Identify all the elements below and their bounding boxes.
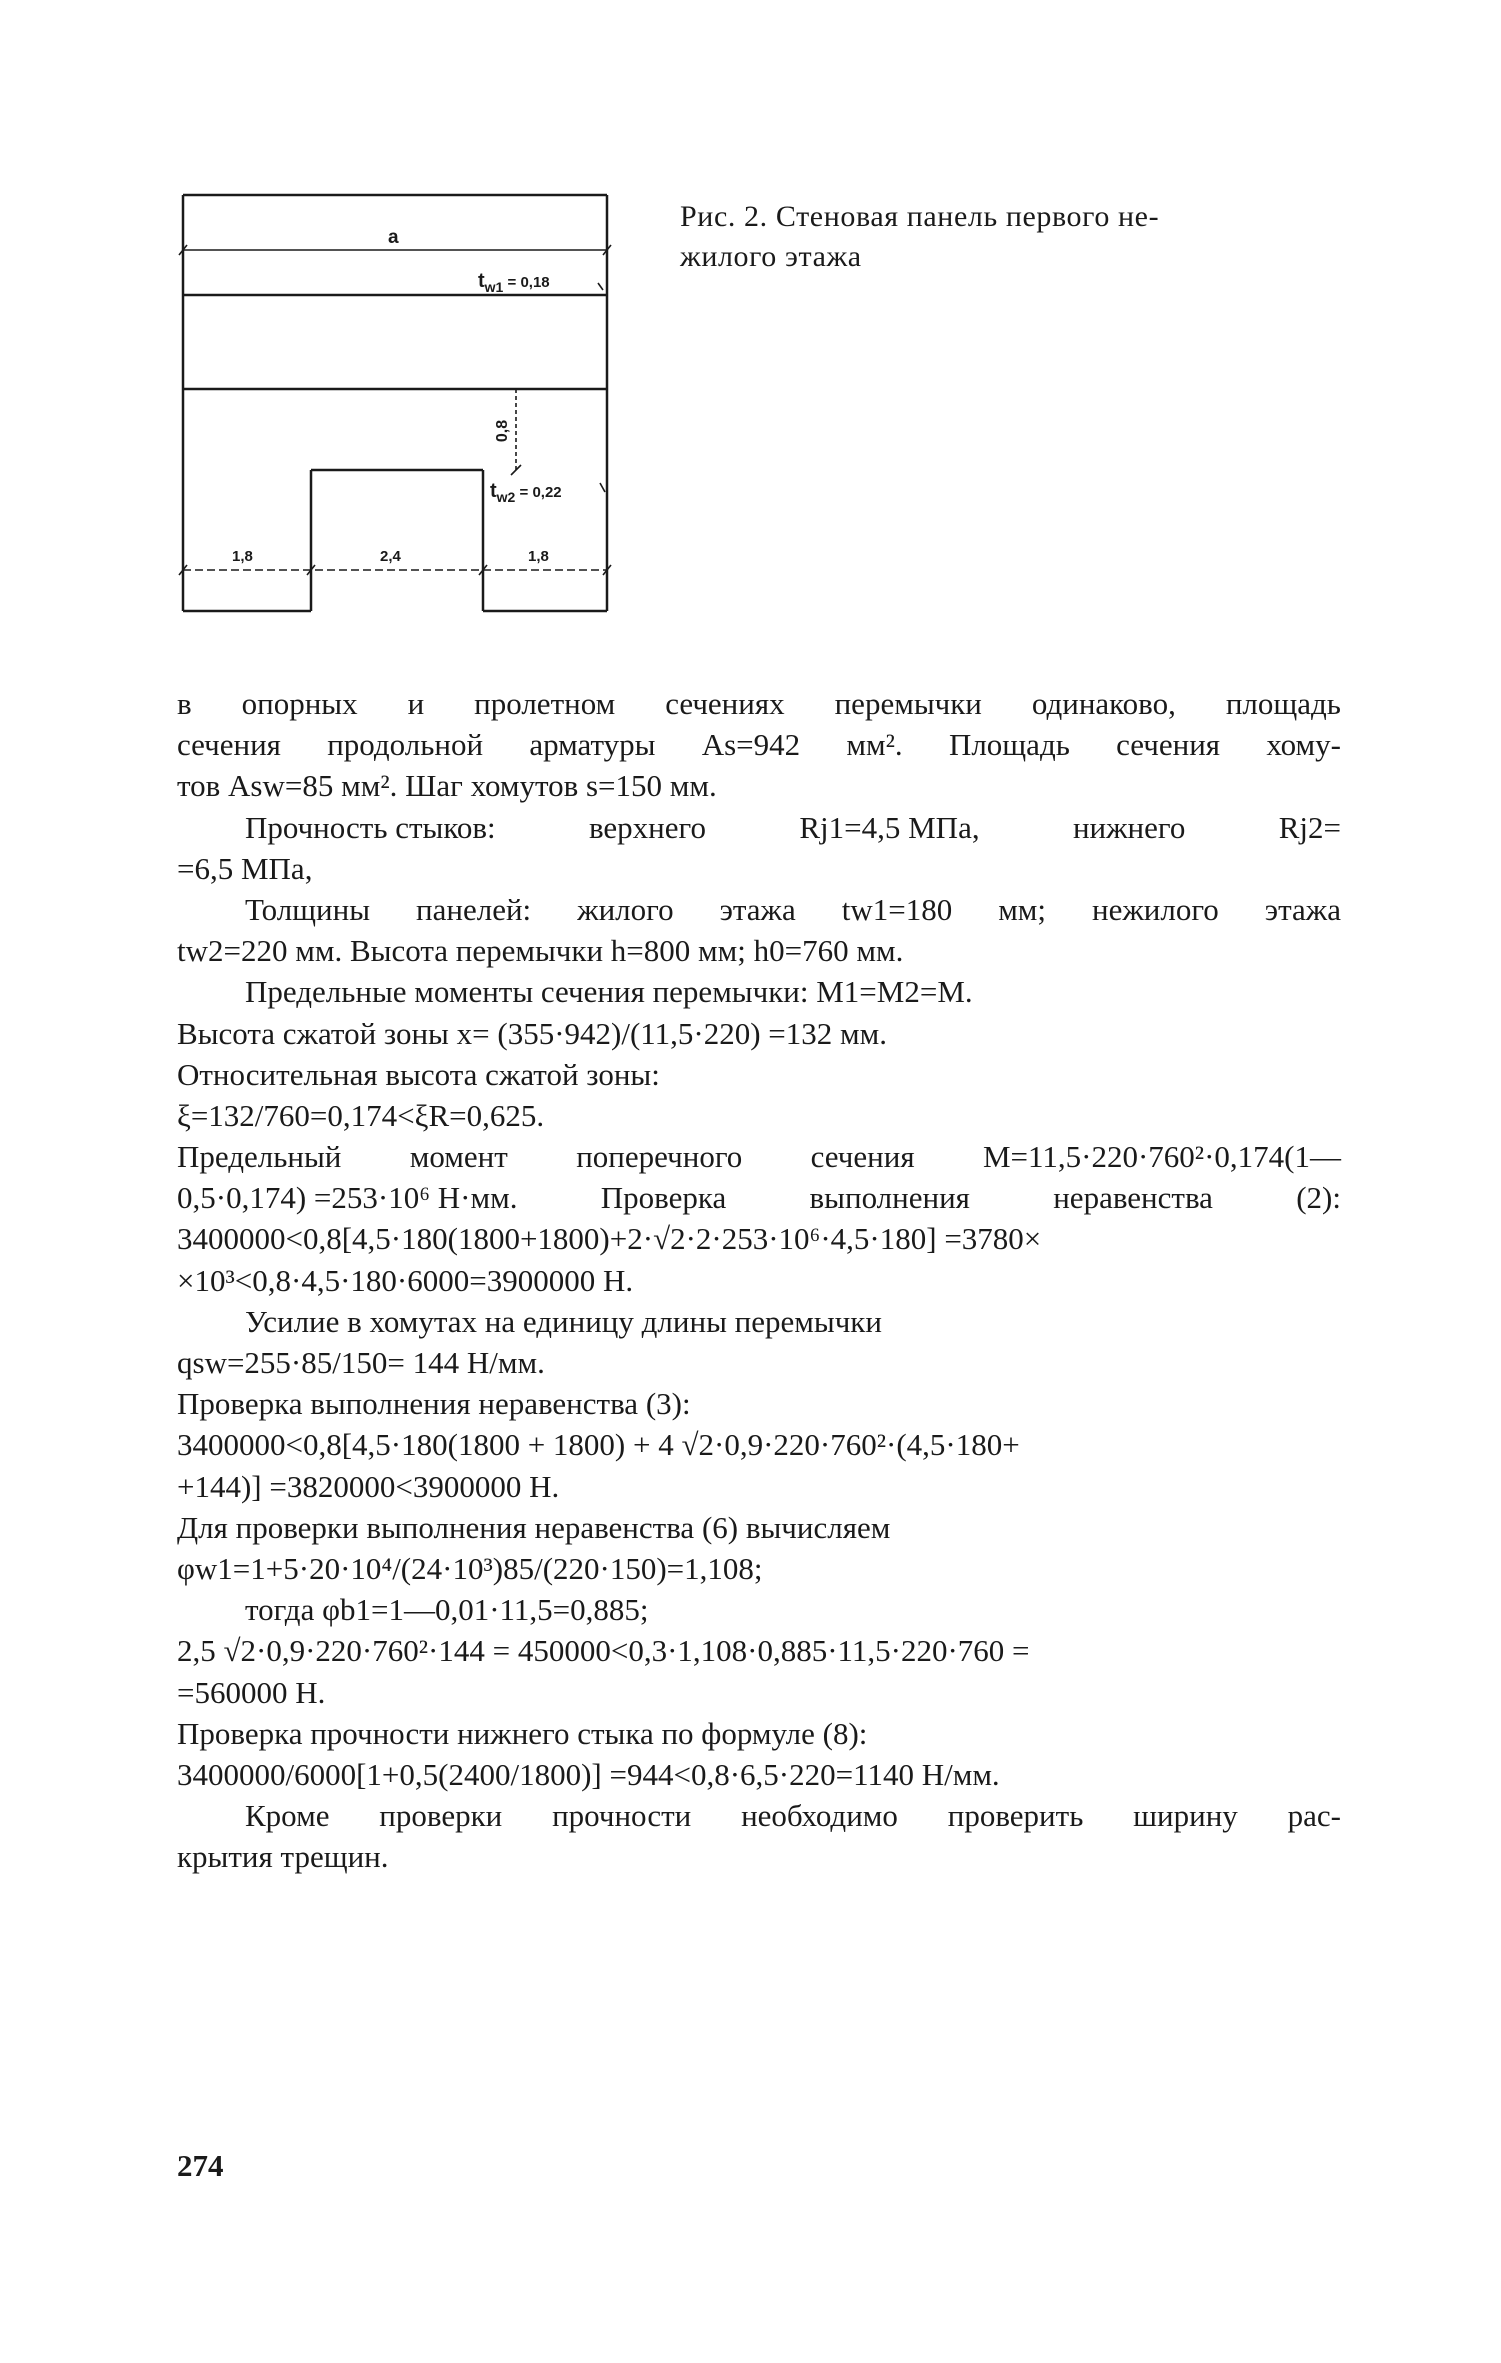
text-line: крытия трещин. [177, 1839, 389, 1875]
text-line: Высота сжатой зоны x= (355·942)/(11,5·220) =132 мм. [177, 1015, 887, 1051]
tw1-leader [598, 283, 603, 290]
text-line: Толщины панелей: жилого этажа tw1=180 мм; нежилого этажа [245, 891, 1341, 927]
text-line: Относительная высота сжатой зоны: [177, 1056, 660, 1092]
text-line: Проверка прочности нижнего стыка по формуле (8): [177, 1715, 868, 1751]
text-line: Прочность стыков: верхнего Rj1=4,5 МПа, нижнего Rj2= [245, 809, 1341, 845]
text-line: ×10³<0,8·4,5·180·6000=3900000 Н. [177, 1262, 634, 1298]
wall-panel-drawing [170, 195, 630, 625]
label-08: 0,8 [494, 419, 511, 443]
text-line: tw2=220 мм. Высота перемычки h=800 мм; h0=760 мм. [177, 933, 904, 969]
text-line: =6,5 МПа, [177, 850, 313, 886]
text-line: тогда φb1=1—0,01·11,5=0,885; [245, 1592, 649, 1628]
text-line: φw1=1+5·20·10⁴/(24·10³)85/(220·150)=1,108; [177, 1550, 763, 1586]
text-line: Кроме проверки прочности необходимо проверить ширину рас- [245, 1798, 1341, 1834]
dim-label-mid: 2,4 [380, 548, 401, 565]
text-line: 3400000/6000[1+0,5(2400/1800)] =944<0,8·6,5·220=1140 Н/мм. [177, 1756, 1000, 1792]
body-text [177, 683, 1341, 1877]
tw2-leader [600, 483, 605, 492]
text-line: Предельный момент поперечного сечения M=11,5·220·760²·0,174(1— [177, 1139, 1341, 1175]
text-line: Предельные моменты сечения перемычки: M1=M2=M. [245, 974, 973, 1010]
text-line: тов Asw=85 мм². Шаг хомутов s=150 мм. [177, 768, 717, 804]
caption-line-2: жилого этажа [680, 240, 862, 273]
text-line: Усилие в хомутах на единицу длины перемычки [245, 1303, 882, 1339]
text-line: +144)] =3820000<3900000 Н. [177, 1468, 560, 1504]
text-line: qsw=255·85/150= 144 Н/мм. [177, 1345, 545, 1380]
page-number: 274 [177, 2148, 224, 2183]
label-tw1: $t_{w1}$ $^{= 0,18}$ [478, 270, 550, 295]
text-line: 0,5·0,174) =253·10⁶ Н·мм. Проверка выполнения неравенства (2): [177, 1180, 1341, 1216]
dim-label-left: 1,8 [232, 548, 253, 565]
text-line: ξ=132/760=0,174<ξR=0,625. [177, 1097, 545, 1133]
caption-line-1: Рис. 2. Стеновая панель первого не- [680, 200, 1160, 233]
text-line: в опорных и пролетном сечениях перемычки одинаково, площадь [177, 686, 1341, 721]
text-line: Проверка выполнения неравенства (3): [177, 1386, 691, 1422]
wall-panel-figure [170, 195, 630, 625]
text-line: 3400000<0,8[4,5·180(1800 + 1800) + 4 √2·0,9·220·760²·(4,5·180+ [177, 1427, 1020, 1463]
dim-label-right: 1,8 [528, 548, 549, 565]
figure-caption [680, 197, 1340, 277]
text-line: Для проверки выполнения неравенства (6) вычисляем [177, 1509, 891, 1545]
text-line: 2,5 √2·0,9·220·760²·144 = 450000<0,3·1,108·0,885·11,5·220·760 = [177, 1633, 1030, 1669]
text-line: =560000 Н. [177, 1674, 326, 1710]
label-tw2: $t_{w2}$ $^{= 0,22}$ [490, 480, 562, 505]
label-a: a [388, 227, 399, 248]
text-line: сечения продольной арматуры As=942 мм². Площадь сечения хому- [177, 727, 1341, 763]
text-line: 3400000<0,8[4,5·180(1800+1800)+2·√2·2·253·10⁶·4,5·180] =3780× [177, 1221, 1042, 1257]
